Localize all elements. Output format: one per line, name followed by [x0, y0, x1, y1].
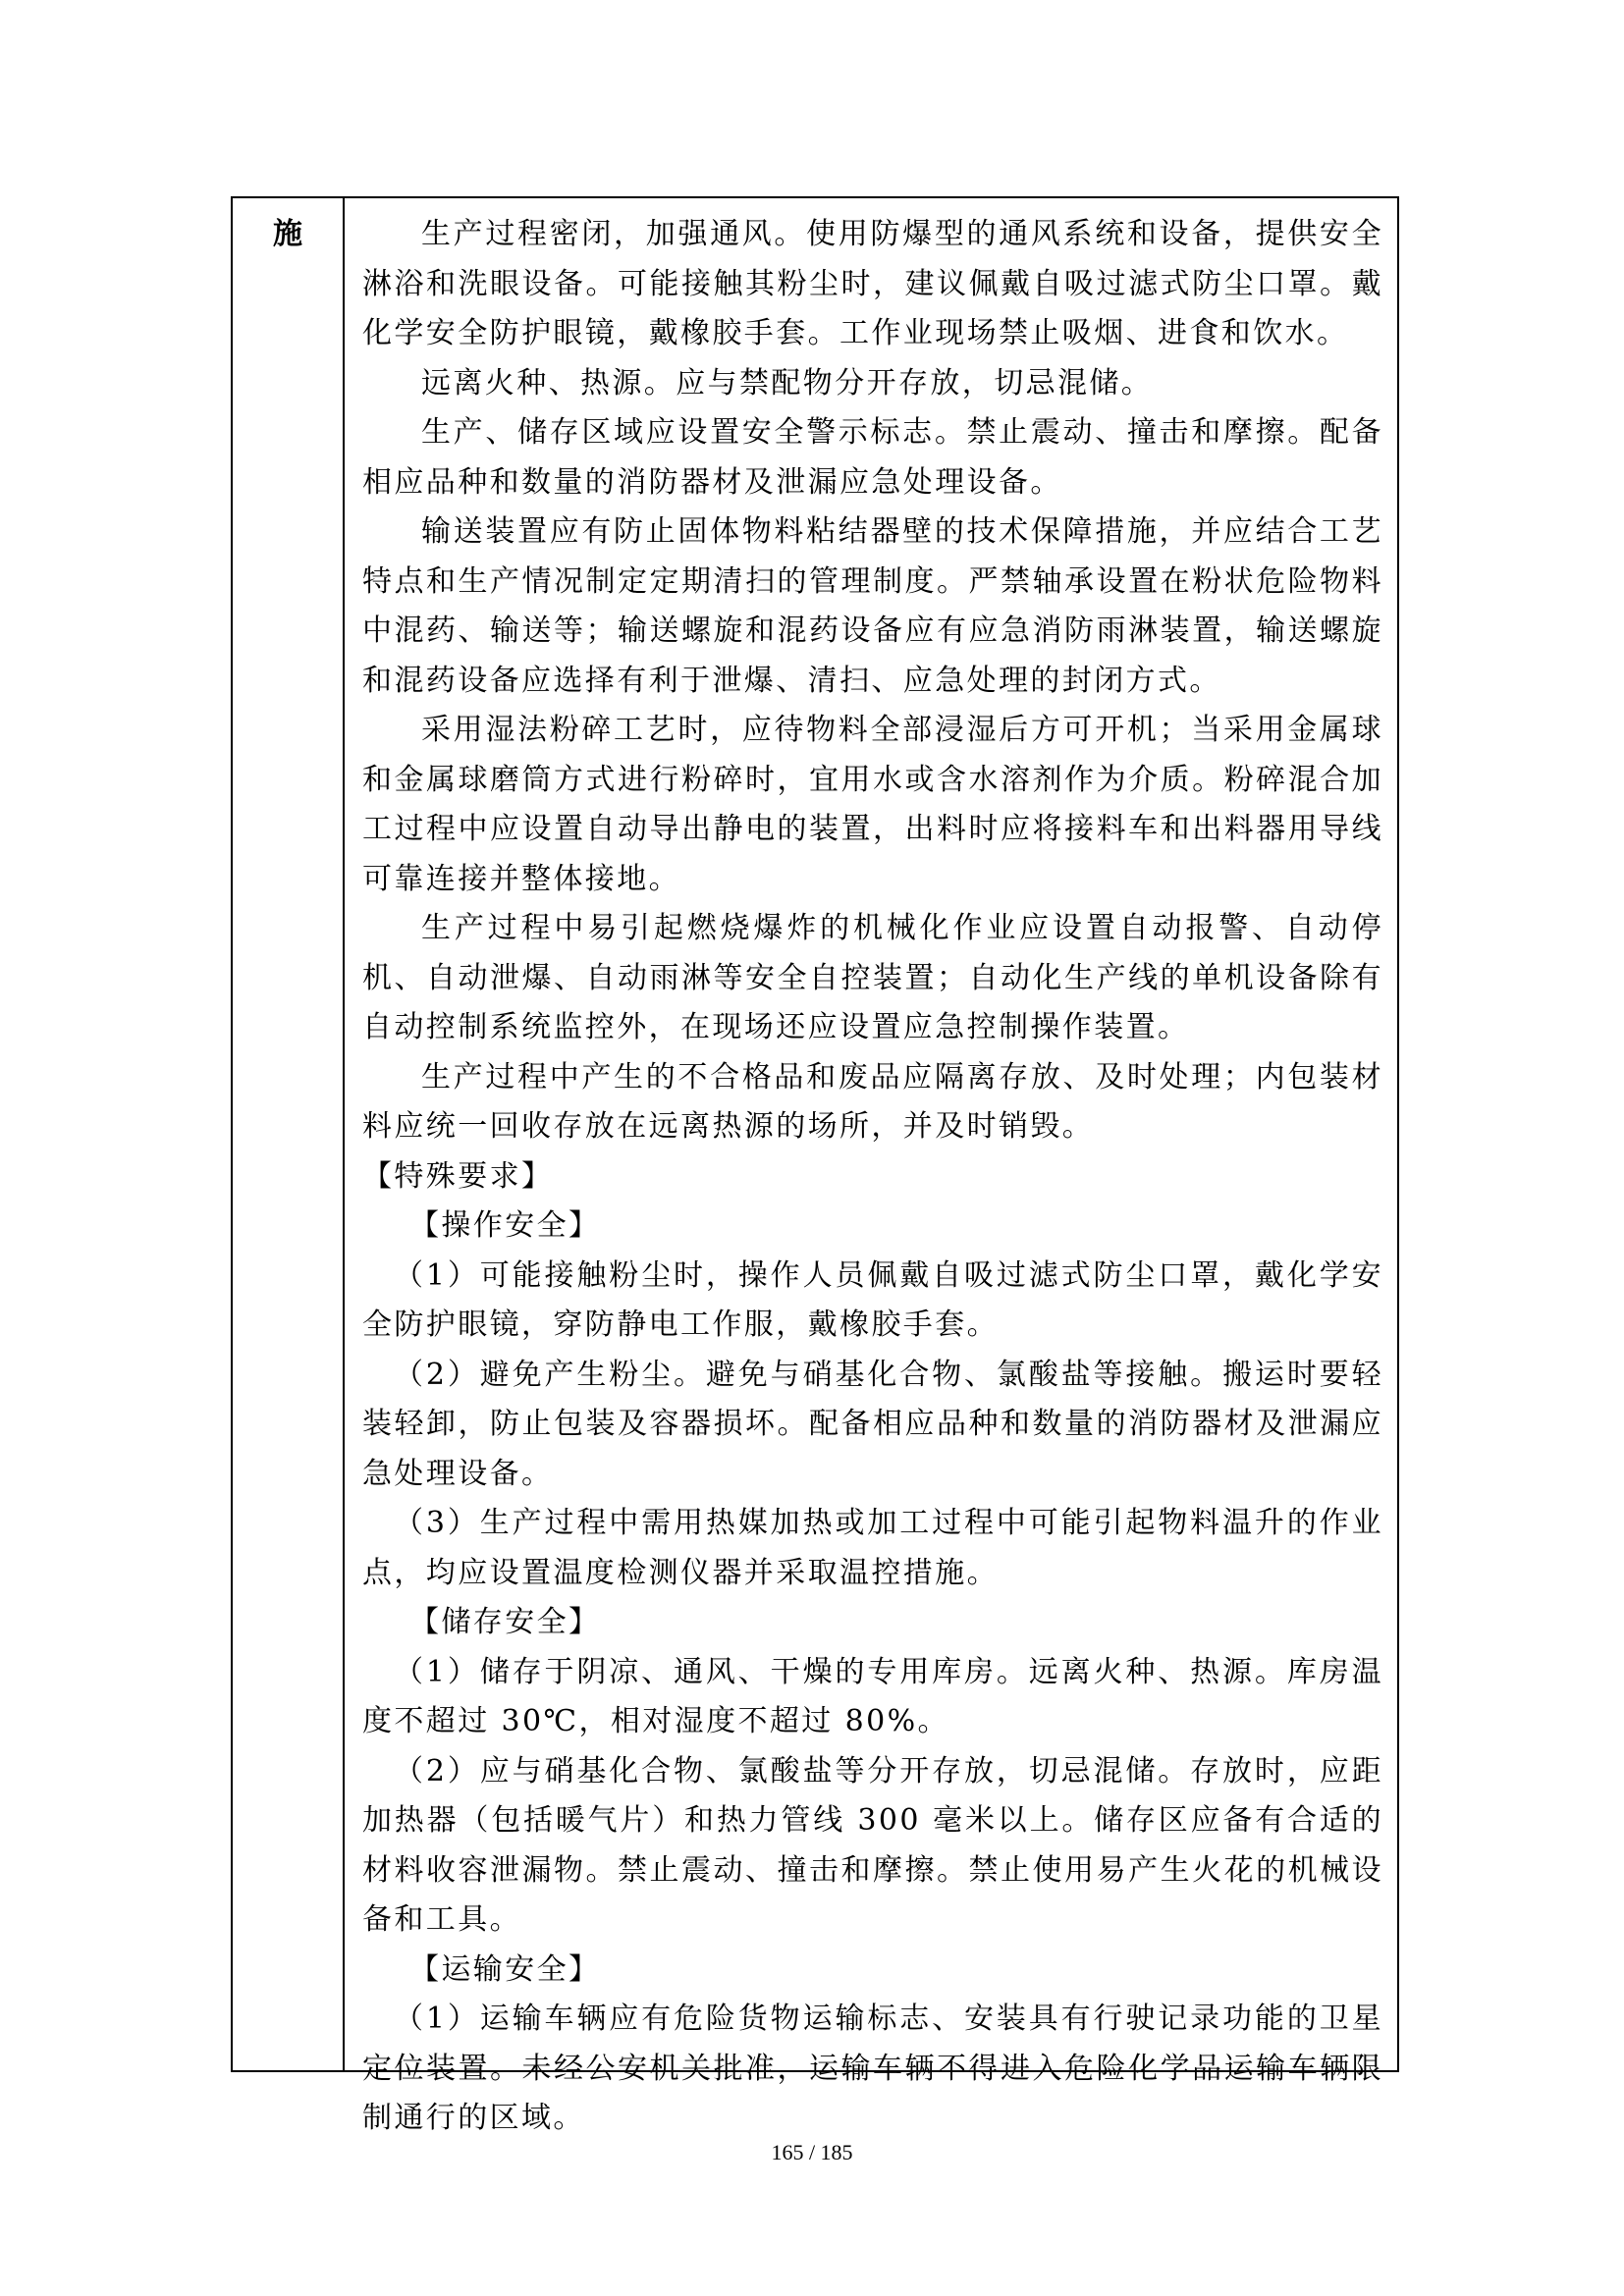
storage-item-1: （1）储存于阴凉、通风、干燥的专用库房。远离火种、热源。库房温度不超过 30℃，相对湿度不超过 80%。: [362, 1654, 1383, 1738]
heading-operation-safety: 【操作安全】: [409, 1208, 601, 1243]
paragraph-rejects: 生产过程中产生的不合格品和废品应隔离存放、及时处理；内包装材料应统一回收存放在远离热源的场所，并及时销毁。: [362, 1059, 1383, 1144]
table-label-cell: 施: [233, 198, 345, 2070]
page-number: 165 / 185: [771, 2140, 853, 2164]
operation-item-1: （1）可能接触粉尘时，操作人员佩戴自吸过滤式防尘口罩，戴化学安全防护眼镜，穿防静电工作服，戴橡胶手套。: [362, 1257, 1383, 1342]
storage-item-2: （2）应与硝基化合物、氯酸盐等分开存放，切忌混储。存放时，应距加热器（包括暖气片）和热力管线 300 毫米以上。储存区应备有合适的材料收容泄漏物。禁止震动、撞击和摩擦。禁止使用易产生火花的机械设备和工具。: [362, 1753, 1383, 1937]
paragraph-crushing: 采用湿法粉碎工艺时，应待物料全部浸湿后方可开机；当采用金属球和金属球磨筒方式进行粉碎时，宜用水或含水溶剂作为介质。粉碎混合加工过程中应设置自动导出静电的装置，出料时应将接料车和出料器用导线可靠连接并整体接地。: [362, 713, 1383, 896]
table-content-cell: [345, 198, 1397, 2135]
paragraph-conveying: 输送装置应有防止固体物料粘结器壁的技术保障措施，并应结合工艺特点和生产情况制定定期清扫的管理制度。严禁轴承设置在粉状危险物料中混药、输送等；输送螺旋和混药设备应有应急消防雨淋装置，输送螺旋和混药设备应选择有利于泄爆、清扫、应急处理的封闭方式。: [362, 514, 1383, 698]
heading-special-requirements: 【特殊要求】: [362, 1158, 554, 1194]
transport-item-1: （1）运输车辆应有危险货物运输标志、安装具有行驶记录功能的卫星定位装置。未经公安机关批准，运输车辆不得进入危险化学品运输车辆限制通行的区域。: [362, 2002, 1383, 2135]
operation-item-3: （3）生产过程中需用热媒加热或加工过程中可能引起物料温升的作业点，均应设置温度检测仪器并采取温控措施。: [362, 1506, 1383, 1590]
heading-transport-safety: 【运输安全】: [409, 1951, 601, 1987]
content-table: [231, 196, 1399, 2135]
paragraph-automation: 生产过程中易引起燃烧爆炸的机械化作业应设置自动报警、自动停机、自动泄爆、自动雨淋等安全自控装置；自动化生产线的单机设备除有自动控制系统监控外，在现场还应设置应急控制操作装置。: [362, 911, 1383, 1044]
paragraph-warning-signs: 生产、储存区域应设置安全警示标志。禁止震动、撞击和摩擦。配备相应品种和数量的消防器材及泄漏应急处理设备。: [362, 415, 1383, 500]
operation-item-2: （2）避免产生粉尘。避免与硝基化合物、氯酸盐等接触。搬运时要轻装轻卸，防止包装及容器损坏。配备相应品种和数量的消防器材及泄漏应急处理设备。: [362, 1357, 1383, 1491]
paragraph-fire-sources: 远离火种、热源。应与禁配物分开存放，切忌混储。: [421, 365, 1154, 400]
heading-storage-safety: 【储存安全】: [409, 1605, 601, 1639]
paragraph-ventilation: 生产过程密闭，加强通风。使用防爆型的通风系统和设备，提供安全淋浴和洗眼设备。可能接触其粉尘时，建议佩戴自吸过滤式防尘口罩。戴化学安全防护眼镜，戴橡胶手套。工作业现场禁止吸烟、进食和饮水。: [362, 217, 1383, 350]
